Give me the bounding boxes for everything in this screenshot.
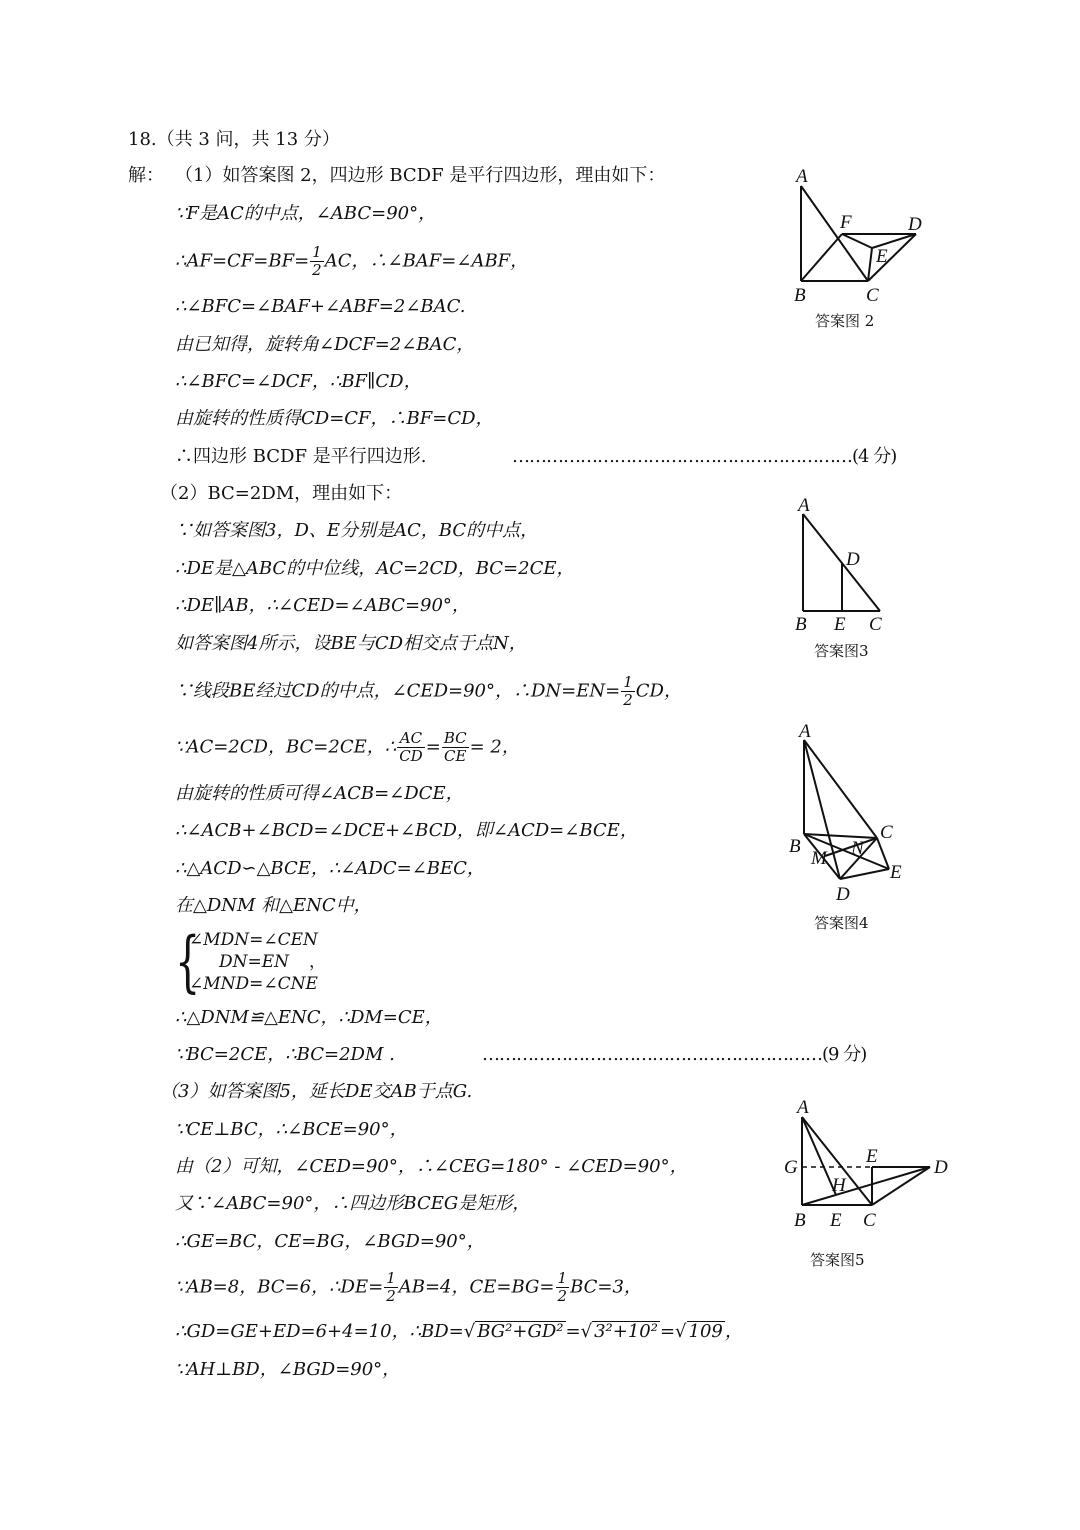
fig5-line-ah: [802, 1117, 836, 1195]
frac-den: 2: [623, 691, 633, 709]
fig5-label-e-top: E: [866, 1146, 878, 1167]
fig5-caption: 答案图5: [810, 1251, 865, 1269]
frac-num: 1: [386, 1269, 396, 1287]
figure-2: [780, 160, 950, 310]
p2-line9: ∴∠ACB+∠BCD=∠DCE+∠BCD，即∠ACD=∠BCE，: [175, 820, 638, 841]
frac-num: BC: [443, 729, 467, 747]
figure-3: [780, 488, 900, 638]
brace-icon: {: [175, 923, 201, 1000]
fig5-label-h: H: [832, 1175, 846, 1196]
p2-line10: ∴△ACD∽△BCE，∴∠ADC=∠BEC，: [175, 858, 485, 879]
system-comma: ，: [309, 952, 326, 972]
system-line1: ∠MDN=∠CEN: [189, 930, 318, 950]
fig3-label-e: E: [834, 614, 846, 635]
radicand-1: BG²+GD²: [477, 1321, 564, 1342]
p2-line7-eq: =: [425, 736, 441, 758]
fig4-line-ac: [804, 740, 877, 838]
p1-line6: ∴∠BFC=∠DCF，∴BF∥CD，: [175, 371, 422, 392]
p3-line6: [175, 1270, 642, 1305]
p3-line7-c: =√: [659, 1321, 687, 1342]
p3-line4: 又∵∠ABC=90°，∴四边形BCEG是矩形，: [175, 1193, 531, 1214]
fig2-caption: 答案图 2: [815, 312, 875, 330]
fig3-caption: 答案图3: [814, 642, 869, 660]
fig3-label-b: B: [795, 614, 807, 635]
p2-line6-b: CD，: [635, 680, 682, 702]
p3-line7-d: ，: [724, 1321, 743, 1342]
fraction-half: [384, 1270, 398, 1305]
p1-line1: （1）如答案图 2，四边形 BCDF 是平行四边形，理由如下：: [175, 165, 666, 186]
fig3-label-a: A: [798, 495, 810, 516]
fig4-label-a: A: [799, 721, 811, 742]
fraction-half: [621, 674, 635, 709]
p1-line8: ∴四边形 BCDF 是平行四边形.: [175, 446, 427, 467]
fraction-ac-cd: [397, 730, 425, 765]
fig5-label-c: C: [863, 1210, 876, 1231]
radicand-2: 3²+10²: [594, 1321, 658, 1342]
p2-line5: 如答案图4所示，设BE与CD相交点于点N，: [175, 633, 527, 654]
frac-den: 2: [386, 1287, 396, 1305]
p1-line3: [175, 244, 528, 279]
p2-line7-a: ∵AC=2CD，BC=2CE，∴: [175, 736, 397, 758]
system-line3: ∠MND=∠CNE: [189, 974, 318, 994]
frac-num: AC: [397, 730, 425, 748]
p3-line7: [175, 1320, 743, 1344]
p2-line2: ∵如答案图3，D、E分别是AC，BC的中点，: [175, 520, 539, 541]
fig2-line-bf: [801, 234, 842, 281]
fig4-label-d: D: [836, 884, 850, 905]
frac-num: 1: [623, 673, 633, 691]
fig5-label-d: D: [934, 1157, 948, 1178]
p2-score: ……………………………………………………(9 分): [482, 1044, 867, 1065]
fig4-label-b: B: [789, 836, 801, 857]
fig2-label-f: F: [840, 212, 852, 233]
fig5-label-g: G: [784, 1157, 798, 1178]
fig4-caption: 答案图4: [814, 914, 869, 932]
p3-line3: 由（2）可知，∠CED=90°，∴∠CEG=180° - ∠CED=90°，: [175, 1156, 688, 1177]
p3-line1: （3）如答案图5，延长DE交AB于点G.: [160, 1081, 473, 1102]
fig2-line-ec: [868, 248, 872, 281]
p1-line5: 由已知得，旋转角∠DCF=2∠BAC，: [175, 334, 475, 355]
system-line2: DN=EN: [219, 952, 290, 972]
p2-line7: [175, 730, 520, 765]
p3-line6-b: AB=4，CE=BG=: [398, 1276, 555, 1298]
question-header: 18.（共 3 问，共 13 分）: [128, 129, 340, 150]
p2-line13: ∵BC=2CE，∴BC=2DM .: [175, 1044, 395, 1065]
p1-score: ……………………………………………………(4 分): [512, 446, 897, 467]
p2-line1: （2）BC=2DM，理由如下：: [160, 483, 403, 504]
fig5-label-e: E: [830, 1210, 842, 1231]
fraction-bc-ce: [442, 730, 469, 765]
p2-line7-b: = 2，: [469, 736, 520, 758]
p2-line8: 由旋转的性质可得∠ACB=∠DCE，: [175, 783, 464, 804]
fig5-label-b: B: [794, 1210, 806, 1231]
p3-line7-a: ∴GD=GE+ED=6+4=10，∴BD=√: [175, 1321, 476, 1342]
equation-system: [175, 923, 355, 1000]
fig5-line-bd: [802, 1167, 930, 1205]
p2-line3: ∴DE是△ABC的中位线，AC=2CD，BC=2CE，: [175, 558, 575, 579]
fig2-label-a: A: [796, 166, 808, 187]
p3-line8: ∵AH⊥BD，∠BGD=90°，: [175, 1359, 401, 1380]
p1-line4: ∴∠BFC=∠BAF+∠ABF=2∠BAC.: [175, 296, 466, 317]
fig4-label-e: E: [890, 862, 902, 883]
fraction-half: [556, 1270, 570, 1305]
fig2-label-b: B: [794, 285, 806, 306]
p2-line6-a: ∵线段BE经过CD的中点，∠CED=90°，∴DN=EN=: [175, 680, 621, 702]
p3-line2: ∵CE⊥BC，∴∠BCE=90°，: [175, 1119, 408, 1140]
figure-4: [780, 715, 920, 910]
fig4-label-n: N: [851, 838, 864, 859]
fraction-half: [310, 244, 324, 279]
frac-den: CE: [443, 747, 467, 765]
p1-line3-a: ∴AF=CF=BF=: [175, 250, 310, 272]
fig4-label-m: M: [811, 848, 827, 869]
p1-line2: ∵F是AC的中点，∠ABC=90°，: [175, 203, 437, 224]
fig5-label-a: A: [797, 1097, 809, 1118]
frac-den: CD: [399, 747, 423, 765]
p3-line7-b: =√: [565, 1321, 593, 1342]
figure-5: [778, 1092, 953, 1232]
fig2-label-d: D: [908, 214, 922, 235]
p2-line12: ∴△DNM≌△ENC，∴DM=CE，: [175, 1007, 443, 1028]
p3-line5: ∴GE=BC，CE=BG，∠BGD=90°，: [175, 1231, 485, 1252]
fig3-label-c: C: [869, 614, 882, 635]
radicand-3: 109: [688, 1321, 723, 1342]
p3-line6-a: ∵AB=8，BC=6，∴DE=: [175, 1276, 384, 1298]
p3-line6-c: BC=3，: [570, 1276, 642, 1298]
p2-line4: ∴DE∥AB，∴∠CED=∠ABC=90°，: [175, 595, 470, 616]
fig5-line-cd: [872, 1167, 930, 1205]
solution-prefix: 解：: [128, 165, 164, 186]
fig2-label-c: C: [866, 285, 879, 306]
fig4-label-c: C: [880, 822, 893, 843]
fig2-label-e: E: [876, 246, 888, 267]
frac-den: 2: [312, 261, 322, 279]
p1-line7: 由旋转的性质得CD=CF，∴BF=CD，: [175, 408, 494, 429]
p2-line11: 在△DNM 和△ENC中，: [175, 895, 372, 916]
frac-num: 1: [312, 243, 322, 261]
fig4-line-bc: [804, 834, 877, 838]
p2-line6: [175, 674, 682, 709]
frac-num: 1: [557, 1269, 568, 1287]
frac-den: 2: [557, 1287, 568, 1305]
p1-line3-b: AC，∴∠BAF=∠ABF，: [324, 250, 529, 272]
fig2-line-fe: [842, 234, 872, 248]
fig3-label-d: D: [846, 549, 860, 570]
